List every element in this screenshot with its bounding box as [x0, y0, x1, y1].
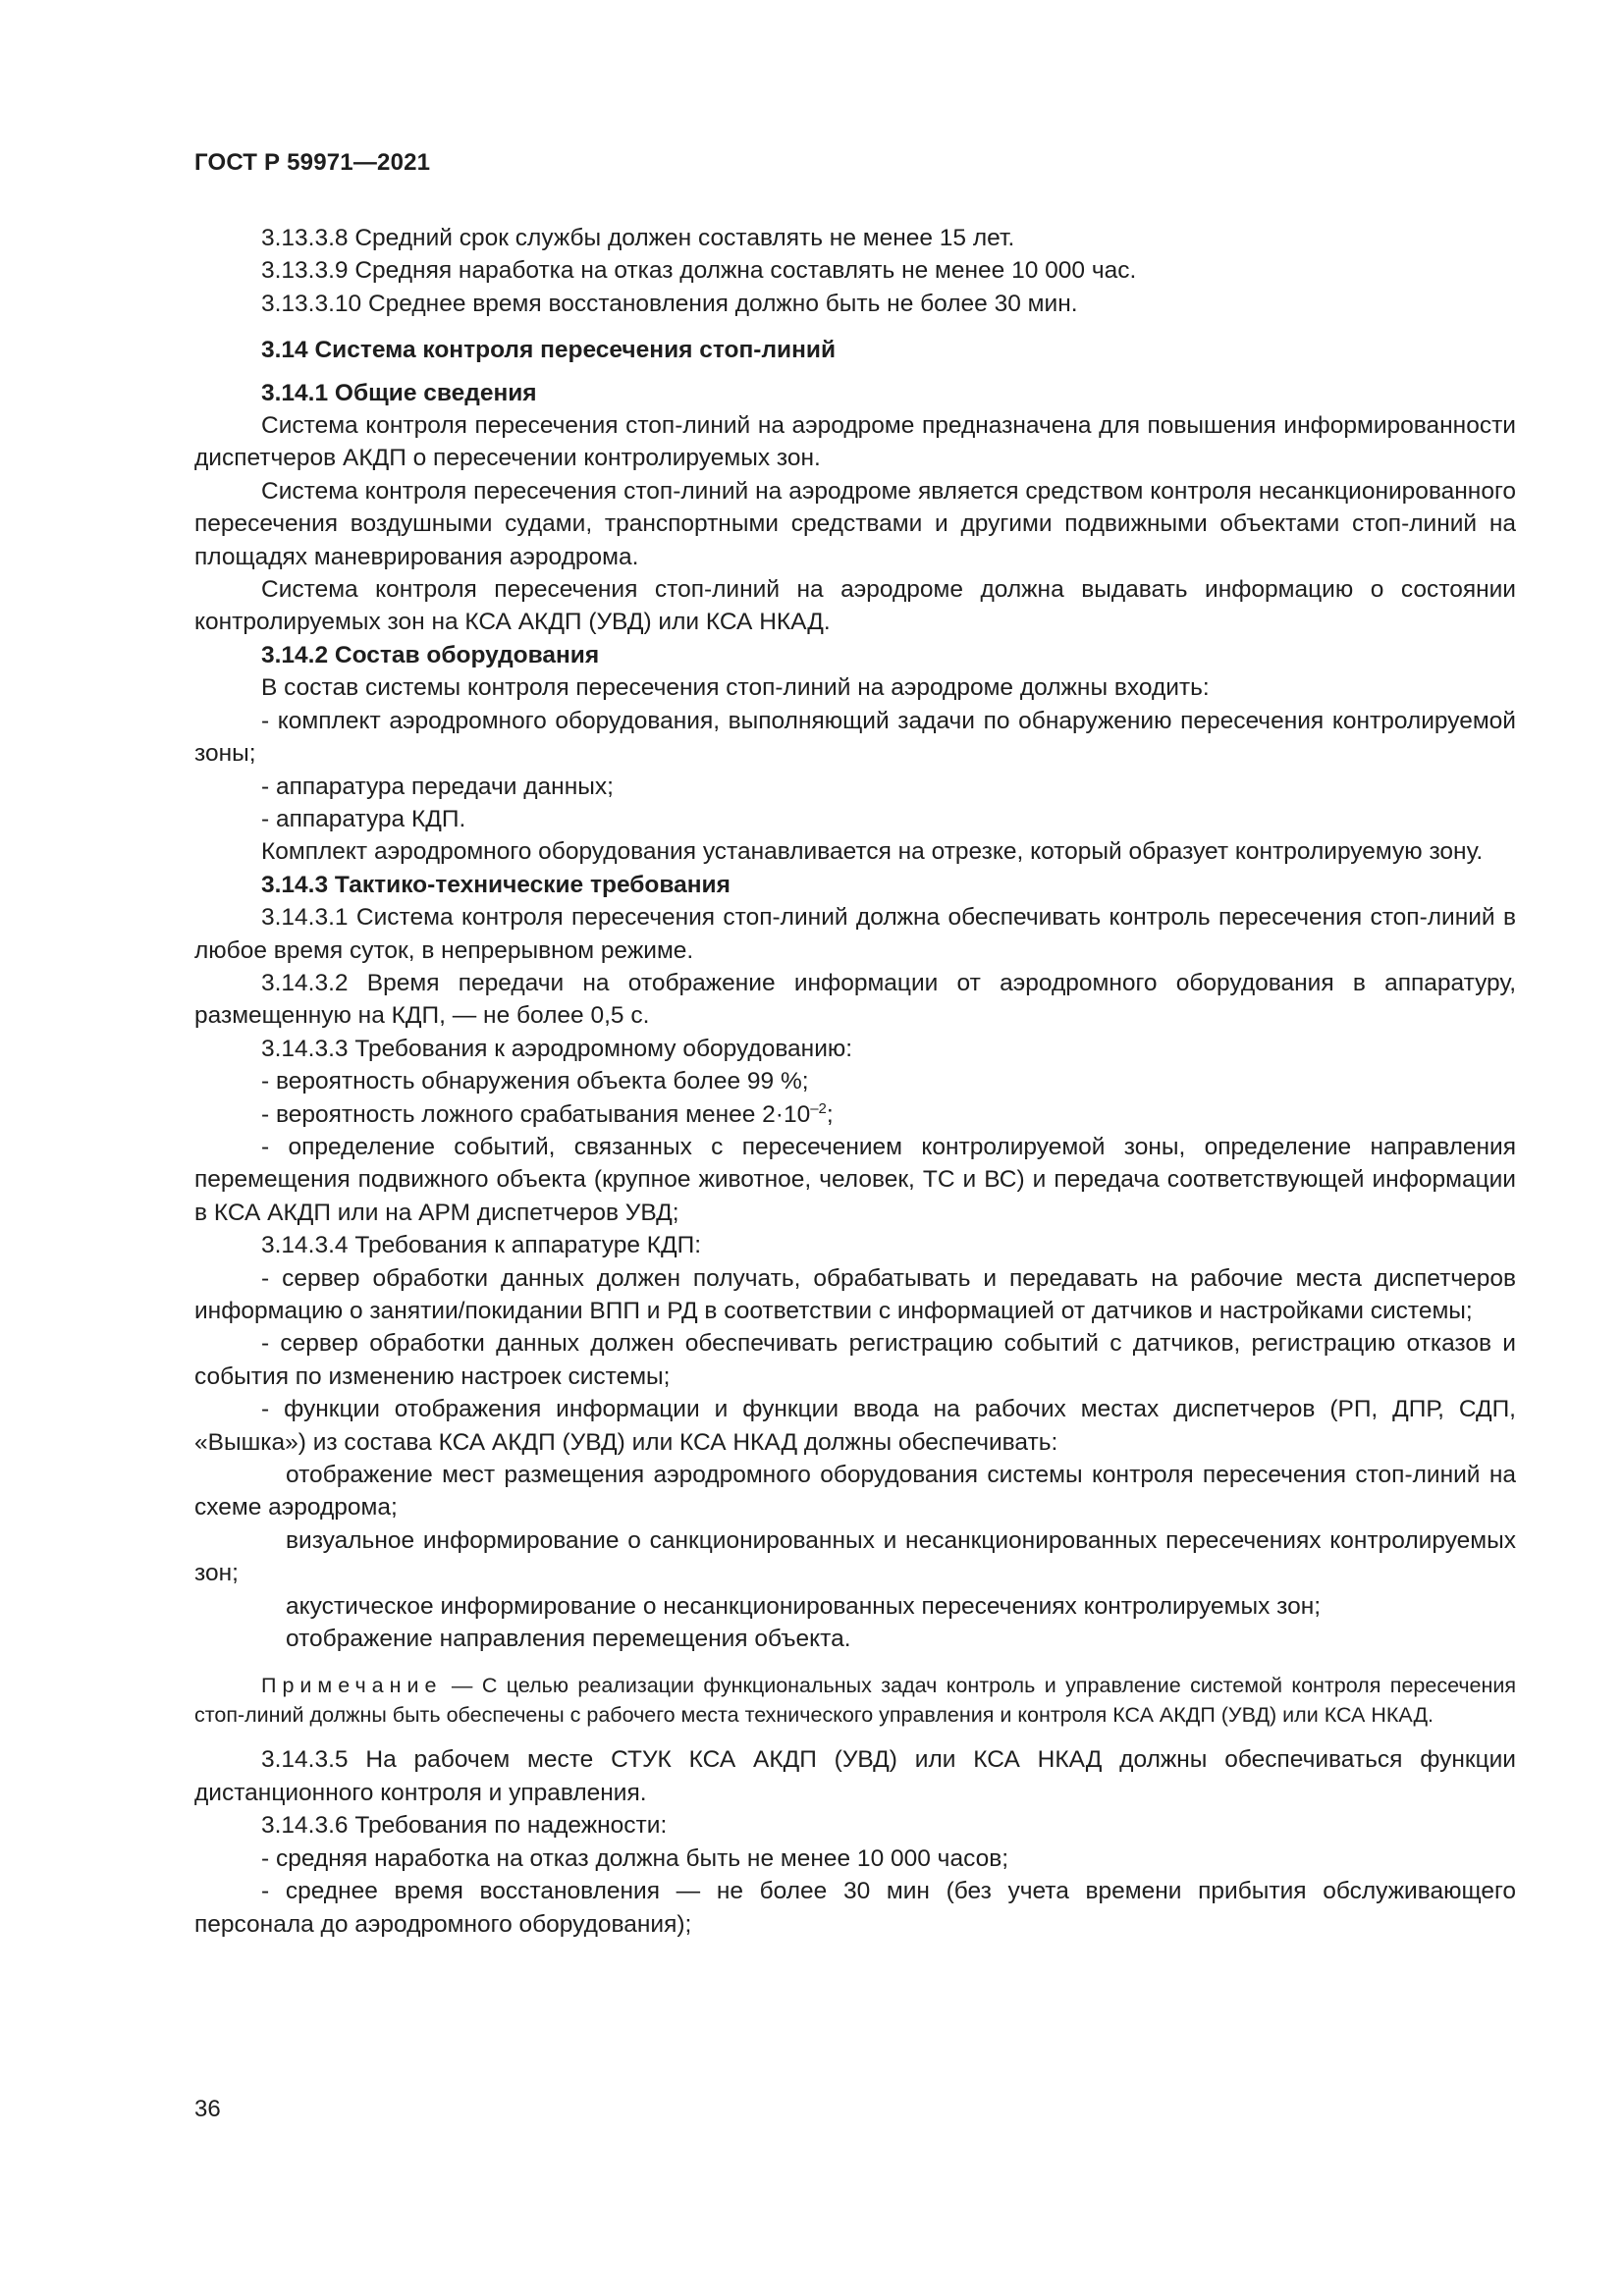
list-item-detection-probability: - вероятность обнаружения объекта более 99 %;: [261, 1068, 809, 1095]
exponent: –2: [810, 1099, 827, 1117]
list-item-data-transfer: - аппаратура передачи данных;: [261, 773, 614, 800]
paragraph-3-13-3-9: 3.13.3.9 Средняя наработка на отказ должна составлять не менее 10 000 час.: [261, 257, 1137, 285]
document-code-header: ГОСТ Р 59971—2021: [194, 149, 431, 176]
sublist-item-visual-info: визуальное информирование о санкционированных и несанкционированных пересечениях контролируемых зон;: [194, 1526, 1516, 1587]
list-item-kdp-equipment: - аппаратура КДП.: [261, 805, 466, 832]
list-item-mttr: - среднее время восстановления — не более 30 мин (без учета времени прибытия обслуживающего персонала до аэродромного оборудования);: [194, 1878, 1516, 1938]
false-alarm-end: ;: [826, 1100, 834, 1128]
list-item-server-registration: - сервер обработки данных должен обеспечивать регистрацию событий с датчиков, регистрацию отказов и события по изменению настроек системы;: [194, 1330, 1516, 1390]
list-item-airfield-equipment: - комплект аэродромного оборудования, выполняющий задачи по обнаружению пересечения контролируемой зоны;: [194, 707, 1516, 768]
subsection-heading-3-14-3: 3.14.3 Тактико-технические требования: [261, 871, 731, 898]
paragraph-output: Система контроля пересечения стоп-линий на аэродроме должна выдавать информацию о состоянии контролируемых зон на КСА АКДП (УВД) или КСА НКАД.: [194, 576, 1516, 636]
document-body: [194, 222, 1516, 1941]
section-heading-3-14: 3.14 Система контроля пересечения стоп-линий: [261, 337, 837, 364]
paragraph-composition: В состав системы контроля пересечения стоп-линий на аэродроме должны входить:: [261, 674, 1210, 702]
note-text: — С целью реализации функциональных задач контроль и управление системой контроля пересечения стоп-линий должны быть обеспечены с рабочего места технического управления и контроля КСА АКДП (УВД) или КСА НКАД.: [194, 1674, 1516, 1728]
page-number: 36: [194, 2096, 221, 2122]
paragraph-equipment-install: Комплект аэродромного оборудования устанавливается на отрезке, который образует контролируемую зону.: [261, 838, 1484, 866]
note-label: Примечание: [261, 1674, 443, 1698]
paragraph-3-14-3-4: 3.14.3.4 Требования к аппаратуре КДП:: [261, 1232, 702, 1259]
paragraph-3-14-3-3: 3.14.3.3 Требования к аэродромному оборудованию:: [261, 1035, 853, 1062]
paragraph-3-14-3-6: 3.14.3.6 Требования по надежности:: [261, 1812, 668, 1840]
false-alarm-text: - вероятность ложного срабатывания менее 2·10: [261, 1100, 811, 1128]
subsection-heading-3-14-2: 3.14.2 Состав оборудования: [261, 641, 600, 668]
sublist-item-acoustic-info: акустическое информирование о несанкционированных пересечениях контролируемых зон;: [286, 1592, 1322, 1620]
paragraph-definition: Система контроля пересечения стоп-линий на аэродроме является средством контроля несанкционированного пересечения воздушными судами, транспортными средствами и другими подвижными объектами стоп-линий на площадях маневрирования аэродрома.: [194, 477, 1516, 570]
paragraph-3-14-3-5: 3.14.3.5 На рабочем месте СТУК КСА АКДП (УВД) или КСА НКАД должны обеспечиваться функции дистанционного контроля и управления.: [194, 1746, 1516, 1806]
paragraph-3-14-3-2: 3.14.3.2 Время передачи на отображение информации от аэродромного оборудования в аппаратуру, размещенную на КДП, — не более 0,5 с.: [194, 969, 1516, 1030]
paragraph-3-13-3-10: 3.13.3.10 Среднее время восстановления должно быть не более 30 мин.: [261, 290, 1078, 317]
paragraph-3-14-3-1: 3.14.3.1 Система контроля пересечения стоп-линий должна обеспечивать контроль пересечения стоп-линий в любое время суток, в непрерывном режиме.: [194, 904, 1516, 964]
list-item-false-alarm: [194, 1098, 1516, 1131]
list-item-server-processing: - сервер обработки данных должен получать, обрабатывать и передавать на рабочие места диспетчеров информацию о занятии/покидании ВПП и РД в соответствии с информацией от датчиков и настройками системы;: [194, 1264, 1516, 1324]
list-item-event-detection: - определение событий, связанных с пересечением контролируемой зоны, определение направления перемещения подвижного объекта (крупное животное, человек, ТС и ВС) и передача соответствующей информации в КСА АКДП или на АРМ диспетчеров УВД;: [194, 1133, 1516, 1226]
paragraph-purpose: Система контроля пересечения стоп-линий на аэродроме предназначена для повышения информированности диспетчеров АКДП о пересечении контролируемых зон.: [194, 412, 1516, 472]
sublist-item-direction-display: отображение направления перемещения объекта.: [286, 1626, 851, 1653]
list-item-display-functions: - функции отображения информации и функции ввода на рабочих местах диспетчеров (РП, ДПР, СДП, «Вышка») из состава КСА АКДП (УВД) или КСА НКАД должны обеспечивать:: [194, 1396, 1516, 1456]
subsection-heading-3-14-1: 3.14.1 Общие сведения: [261, 379, 537, 406]
sublist-item-equipment-display: отображение мест размещения аэродромного оборудования системы контроля пересечения стоп-линий на схеме аэродрома;: [194, 1462, 1516, 1522]
list-item-mtbf: - средняя наработка на отказ должна быть не менее 10 000 часов;: [261, 1844, 1009, 1872]
note: [194, 1671, 1516, 1730]
paragraph-3-13-3-8: 3.13.3.8 Средний срок службы должен составлять не менее 15 лет.: [261, 225, 1015, 251]
